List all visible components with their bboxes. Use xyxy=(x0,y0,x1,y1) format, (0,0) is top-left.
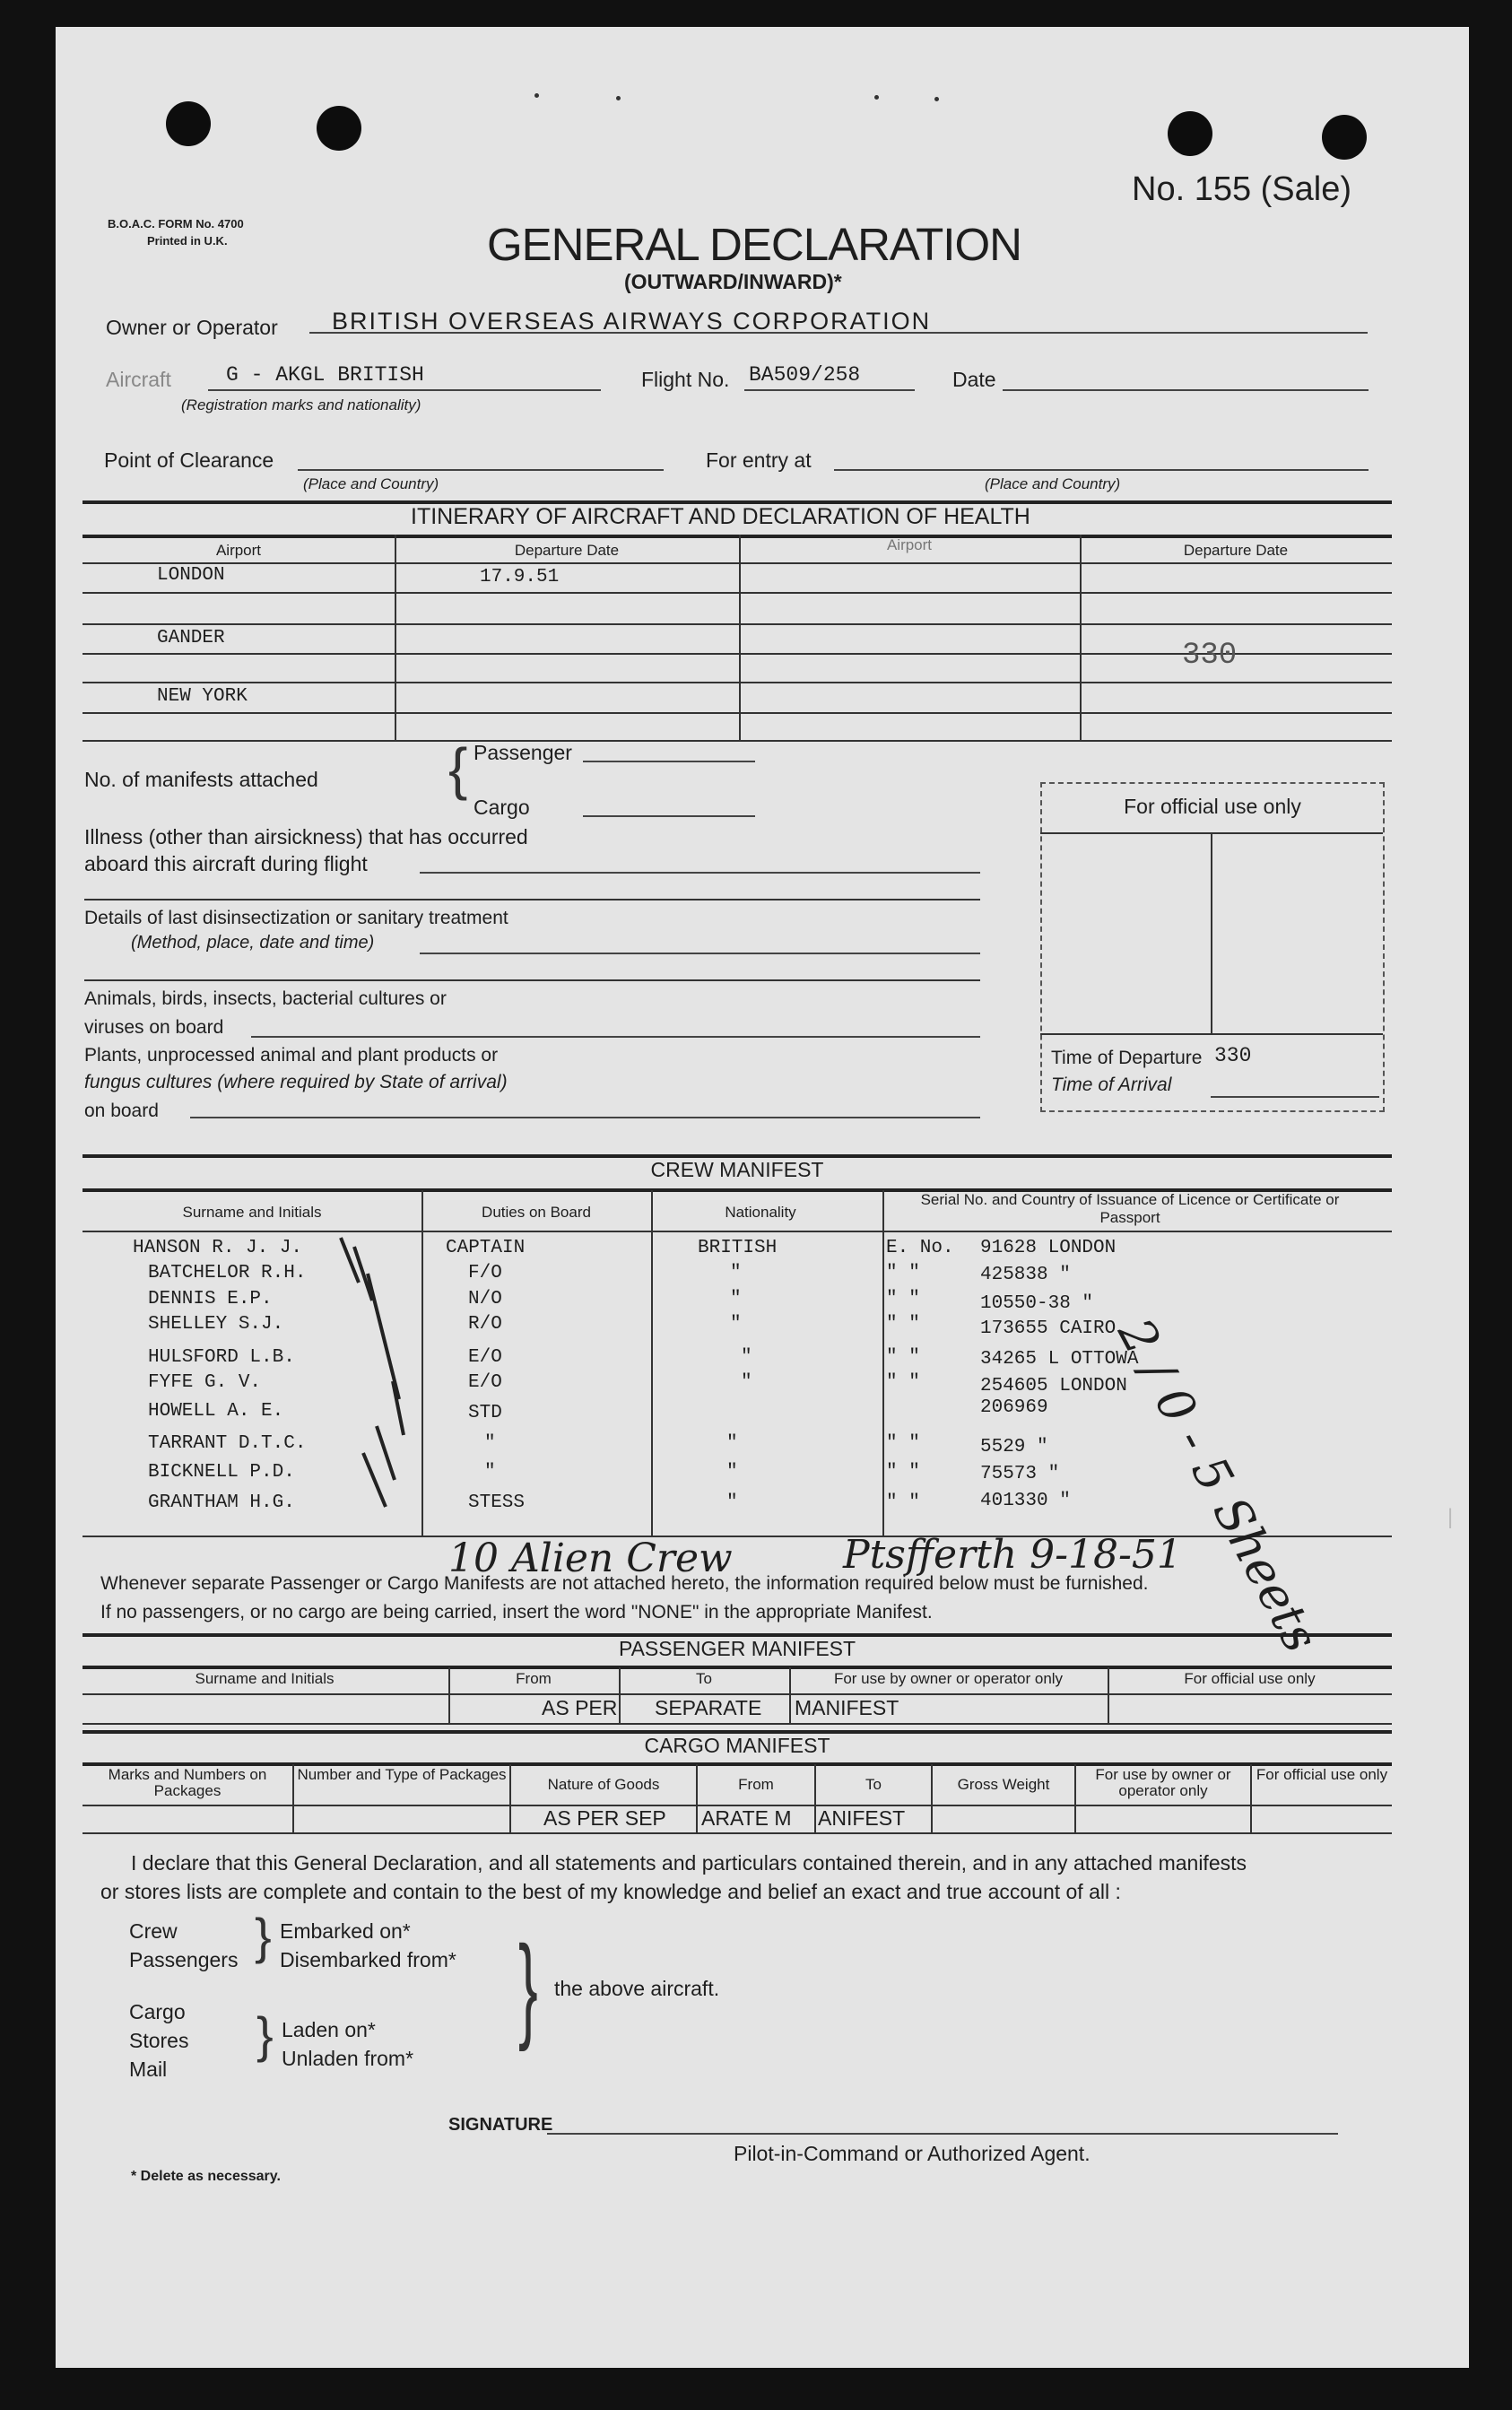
plants-label-2: fungus cultures (where required by State of arrival) xyxy=(84,1072,508,1092)
crew-serial-prefix: " " xyxy=(886,1314,920,1335)
crew-serial-prefix: " " xyxy=(886,1462,920,1483)
crew-col-name: Surname and Initials xyxy=(182,1204,322,1221)
itinerary-airport: LONDON xyxy=(157,565,225,586)
crew-serial-prefix: " " xyxy=(886,1372,920,1393)
time-stamp: 330 xyxy=(1182,639,1238,673)
departure-time-value: 330 xyxy=(1214,1044,1252,1067)
crew-nationality: " xyxy=(726,1462,738,1483)
crew-duty: " xyxy=(484,1433,496,1454)
animals-label-2: viruses on board xyxy=(84,1017,224,1038)
itinerary-col-airport-2: Airport xyxy=(886,536,933,553)
crew-duty: E/O xyxy=(468,1372,502,1393)
crew-name: FYFE G. V. xyxy=(148,1372,262,1393)
passenger-count-label: Passenger xyxy=(474,741,572,764)
cargo-col-weight: Gross Weight xyxy=(957,1776,1050,1793)
crew-duty: STESS xyxy=(468,1492,526,1513)
speck xyxy=(534,93,539,98)
passenger-col-official: For official use only xyxy=(1184,1670,1316,1687)
punch-hole xyxy=(317,106,361,151)
crew-nationality: " xyxy=(741,1347,752,1368)
crew-nationality: " xyxy=(726,1492,738,1513)
itinerary-airport: GANDER xyxy=(157,628,225,648)
crew-serial: 34265 L OTTOWA xyxy=(980,1349,1139,1370)
cargo-col-to: To xyxy=(865,1776,882,1793)
passenger-cell-1: AS PER xyxy=(542,1696,618,1719)
entry-label: For entry at xyxy=(706,448,812,472)
speck xyxy=(874,95,879,100)
crew-serial: 425838 " xyxy=(980,1265,1071,1285)
illness-label: Illness (other than airsickness) that has occurred xyxy=(84,825,528,848)
cargo-cell-3: ANIFEST xyxy=(818,1806,906,1830)
crew-name: HULSFORD L.B. xyxy=(148,1347,295,1368)
crew-serial-prefix: " " xyxy=(886,1433,920,1454)
crew-name: HANSON R. J. J. xyxy=(133,1238,303,1258)
crew-serial: 206969 xyxy=(980,1397,1048,1418)
crew-nationality: " xyxy=(741,1372,752,1393)
crew-duty: R/O xyxy=(468,1314,502,1335)
cargo-col-packages: Number and Type of Packages xyxy=(297,1766,507,1783)
crew-duty: STD xyxy=(468,1403,502,1423)
crew-name: SHELLEY S.J. xyxy=(148,1314,284,1335)
crew-name: DENNIS E.P. xyxy=(148,1289,273,1309)
handwritten-total: 10 Alien Crew xyxy=(448,1536,733,1581)
cargo-col-marks: Marks and Numbers on Packages xyxy=(108,1766,267,1799)
crew-col-duty: Duties on Board xyxy=(482,1204,591,1221)
itinerary-airport: NEW YORK xyxy=(157,686,248,707)
passenger-col-from: From xyxy=(516,1670,552,1687)
passenger-col-name: Surname and Initials xyxy=(195,1670,335,1687)
punch-hole xyxy=(1322,115,1367,160)
crew-serial-prefix: " " xyxy=(886,1347,920,1368)
punch-hole xyxy=(1168,111,1212,156)
crew-title: CREW MANIFEST xyxy=(650,1158,824,1181)
crew-name: TARRANT D.T.C. xyxy=(148,1433,307,1454)
crew-serial: 5529 " xyxy=(980,1437,1048,1457)
owner-label: Owner or Operator xyxy=(106,316,278,339)
plants-label-3: on board xyxy=(84,1101,159,1121)
itinerary-col-date: Departure Date xyxy=(514,542,620,559)
itinerary-title: ITINERARY OF AIRCRAFT AND DECLARATION OF HEALTH xyxy=(411,504,1030,529)
crew-duty: N/O xyxy=(468,1289,502,1309)
edge-mark: | xyxy=(1447,1505,1454,1529)
punch-hole xyxy=(166,101,211,146)
crew-label: Crew xyxy=(129,1919,178,1943)
passenger-col-to: To xyxy=(696,1670,712,1687)
passenger-title: PASSENGER MANIFEST xyxy=(618,1637,856,1660)
aircraft-brace: } xyxy=(518,1921,538,2052)
itinerary-date: 17.9.51 xyxy=(480,567,560,587)
cargo-cell-2: ARATE M xyxy=(701,1806,792,1830)
footnote: * Delete as necessary. xyxy=(131,2169,281,2184)
crew-col-nationality: Nationality xyxy=(725,1204,796,1221)
page-title: GENERAL DECLARATION xyxy=(487,219,1021,270)
crew-name: HOWELL A. E. xyxy=(148,1401,284,1422)
arrival-time-label: Time of Arrival xyxy=(1051,1074,1172,1095)
manifests-brace: { xyxy=(448,736,468,801)
crew-serial: 10550-38 " xyxy=(980,1293,1094,1314)
cargo-count-label: Cargo xyxy=(474,796,530,819)
itinerary-col-airport: Airport xyxy=(215,542,262,559)
above-aircraft-label: the above aircraft. xyxy=(554,1977,720,2000)
declaration-number: No. 155 (Sale) xyxy=(1132,170,1352,208)
crew-nationality: " xyxy=(726,1433,738,1454)
crew-col-serial: Serial No. and Country of Issuance of Licence or Certificate or Passport xyxy=(920,1191,1340,1226)
declaration-text-1: I declare that this General Declaration, and all statements and particulars contained therein, and in any attached manifests xyxy=(131,1851,1247,1875)
passenger-cell-2: SEPARATE xyxy=(655,1696,762,1719)
animals-label: Animals, birds, insects, bacterial cultures or xyxy=(84,988,447,1009)
date-label: Date xyxy=(952,368,996,391)
clearance-label: Point of Clearance xyxy=(104,448,274,472)
departure-time-label: Time of Departure xyxy=(1051,1048,1203,1068)
page-subtitle: (OUTWARD/INWARD)* xyxy=(624,270,842,293)
flight-value: BA509/258 xyxy=(749,363,861,387)
crew-serial: 254605 LONDON xyxy=(980,1376,1127,1396)
printed-label: Printed in U.K. xyxy=(147,234,228,248)
cargo-col-from: From xyxy=(738,1776,774,1793)
crew-serial-prefix: " " xyxy=(886,1289,920,1309)
crew-name: BICKNELL P.D. xyxy=(148,1462,295,1483)
crew-serial-prefix: E. No. xyxy=(886,1238,954,1258)
crew-serial: 401330 " xyxy=(980,1491,1071,1511)
disinsectization-caption: (Method, place, date and time) xyxy=(131,933,375,953)
unladen-label: Unladen from* xyxy=(282,2047,414,2070)
cargo-col-owner: For use by owner or operator only xyxy=(1095,1766,1231,1799)
crew-name: BATCHELOR R.H. xyxy=(148,1263,307,1283)
manifests-label: No. of manifests attached xyxy=(84,768,318,791)
crew-duty: E/O xyxy=(468,1347,502,1368)
flight-label: Flight No. xyxy=(641,368,730,391)
crew-serial: 75573 " xyxy=(980,1464,1060,1484)
declaration-text-2: or stores lists are complete and contain to the best of my knowledge and belief an exact and true account of all : xyxy=(100,1880,1121,1903)
embark-brace: } xyxy=(255,1908,272,1964)
crew-nationality: " xyxy=(730,1289,742,1309)
owner-value: BRITISH OVERSEAS AIRWAYS CORPORATION xyxy=(332,308,932,335)
cargo-title: CARGO MANIFEST xyxy=(644,1734,830,1757)
clearance-caption: (Place and Country) xyxy=(303,475,439,492)
margin-note: 2 / 0 - 5 Sheets xyxy=(1107,1309,1330,1661)
illness-label-2: aboard this aircraft during flight xyxy=(84,852,368,875)
crew-nationality: " xyxy=(730,1314,742,1335)
speck xyxy=(934,97,939,101)
form-number-label: B.O.A.C. FORM No. 4700 xyxy=(108,217,244,231)
laden-brace: } xyxy=(256,2006,274,2063)
disembarked-label: Disembarked from* xyxy=(280,1948,456,1971)
passenger-cell-3: MANIFEST xyxy=(795,1696,899,1719)
tick-marks xyxy=(323,1220,421,1525)
crew-serial-prefix: " " xyxy=(886,1263,920,1283)
disinsectization-label: Details of last disinsectization or sanitary treatment xyxy=(84,908,508,928)
crew-duty: " xyxy=(484,1462,496,1483)
crew-duty: CAPTAIN xyxy=(446,1238,526,1258)
aircraft-value: G - AKGL BRITISH xyxy=(226,363,424,387)
notice-line-2: If no passengers, or no cargo are being carried, insert the word "NONE" in the appropriate Manifest. xyxy=(100,1602,933,1623)
handwritten-signature: Ptsfferth 9-18-51 xyxy=(843,1532,1182,1578)
cargo-cell-1: AS PER SEP xyxy=(543,1806,666,1830)
official-use-title: For official use only xyxy=(1124,795,1301,818)
registration-caption: (Registration marks and nationality) xyxy=(181,396,421,413)
laden-label: Laden on* xyxy=(282,2018,376,2041)
speck xyxy=(616,96,621,100)
crew-serial: 91628 LONDON xyxy=(980,1238,1117,1258)
signature-label: SIGNATURE xyxy=(448,2115,553,2135)
plants-label: Plants, unprocessed animal and plant products or xyxy=(84,1045,499,1066)
crew-name: GRANTHAM H.G. xyxy=(148,1492,295,1513)
crew-nationality: " xyxy=(730,1263,742,1283)
notice-line-1: Whenever separate Passenger or Cargo Manifests are not attached hereto, the information required below must be furnished. xyxy=(100,1573,1149,1594)
crew-duty: F/O xyxy=(468,1263,502,1283)
embarked-label: Embarked on* xyxy=(280,1919,411,1943)
passengers-label: Passengers xyxy=(129,1948,239,1971)
aircraft-label: Aircraft xyxy=(106,368,171,391)
mail-label: Mail xyxy=(129,2058,168,2081)
passenger-col-owner: For use by owner or operator only xyxy=(833,1670,1064,1687)
stores-label: Stores xyxy=(129,2029,189,2052)
entry-caption: (Place and Country) xyxy=(985,475,1121,492)
crew-serial-prefix: " " xyxy=(886,1492,920,1513)
cargo-label: Cargo xyxy=(129,2000,186,2023)
crew-nationality: BRITISH xyxy=(698,1238,778,1258)
cargo-col-nature: Nature of Goods xyxy=(547,1776,660,1793)
itinerary-col-date-2: Departure Date xyxy=(1183,542,1289,559)
crew-serial: 173655 CAIRO xyxy=(980,1318,1117,1339)
pilot-label: Pilot-in-Command or Authorized Agent. xyxy=(734,2142,1091,2165)
cargo-col-official: For official use only xyxy=(1256,1766,1388,1783)
